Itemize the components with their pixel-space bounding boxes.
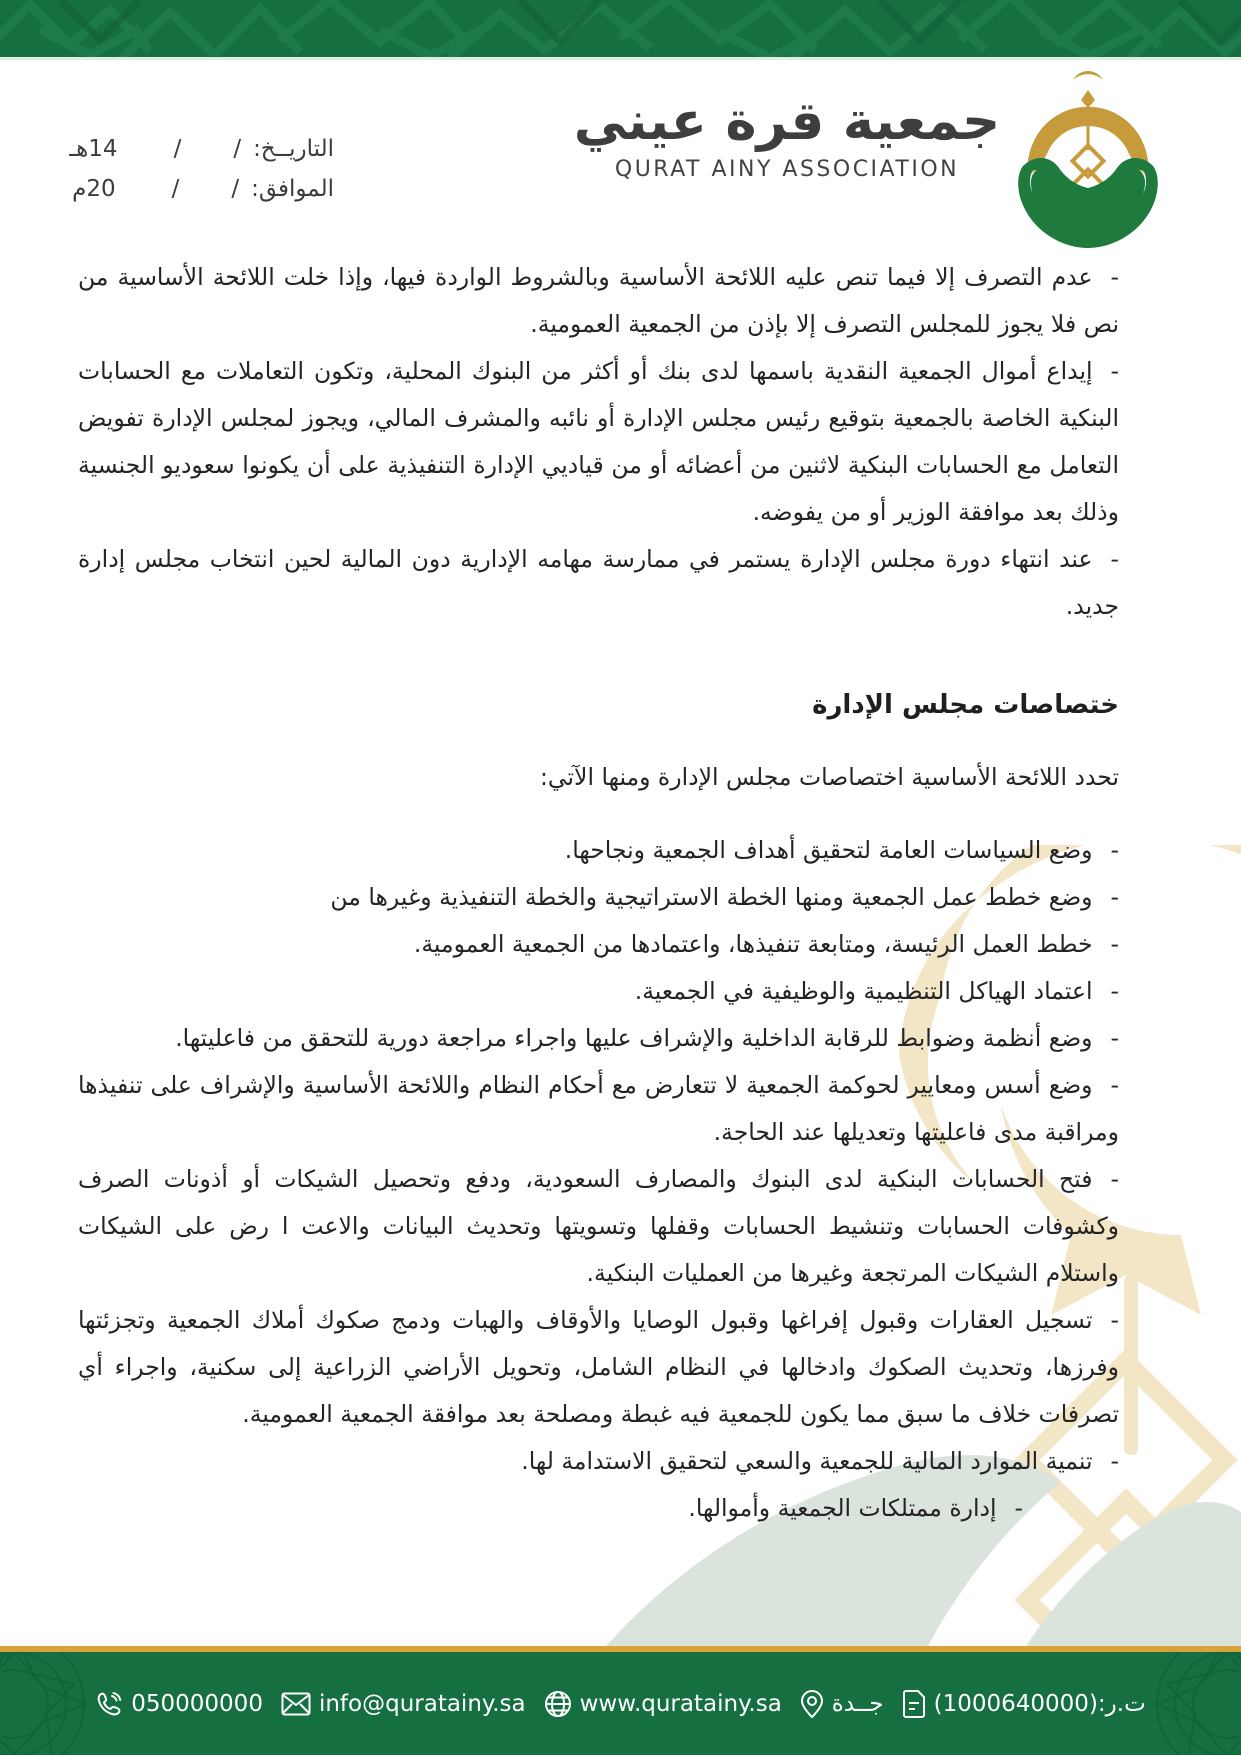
document-icon: [902, 1689, 926, 1719]
bullet-dash: -: [1110, 1165, 1119, 1193]
phone-icon: [95, 1690, 123, 1718]
responsibilities-list: [78, 827, 1119, 1532]
list-item: [78, 1297, 1119, 1438]
org-name-arabic: جمعية قرة عيني: [573, 91, 1001, 152]
bullet-dash: -: [1110, 545, 1119, 573]
list-item-text: وضع خطط عمل الجمعية ومنها الخطة الاستراتيجية والخطة التنفيذية وغيرها من: [330, 883, 1093, 911]
list-item-text: وضع أنظمة وضوابط للرقابة الداخلية والإشراف عليها واجراء مراجعة دورية للتحقق من فاعليتها.: [175, 1024, 1093, 1052]
list-item: [78, 921, 1119, 968]
footer-website[interactable]: [544, 1690, 782, 1718]
list-item: [78, 1015, 1119, 1062]
org-name-block: [571, 92, 1003, 182]
bullet-dash: -: [1110, 1447, 1119, 1475]
bullet-dash: -: [1110, 930, 1119, 958]
date-slash: /: [171, 176, 180, 202]
list-item-text: عدم التصرف إلا فيما تنص عليه اللائحة الأساسية وبالشروط الواردة فيها، وإذا خلت اللائحة الأساسية من نص فلا يجوز للمجلس التصرف إلا بإذن من الجمعية العمومية.: [78, 263, 1119, 338]
hijri-date-label: التاريــخ:: [253, 136, 334, 162]
envelope-icon: [281, 1692, 311, 1716]
list-item-text: تنمية الموارد المالية للجمعية والسعي لتحقيق الاستدامة لها.: [521, 1447, 1093, 1475]
footer-phone-number[interactable]: 050000000: [131, 1690, 263, 1717]
list-item: [78, 1156, 1119, 1297]
list-item-text: إدارة ممتلكات الجمعية وأموالها.: [688, 1494, 997, 1522]
bullet-dash: -: [1110, 883, 1119, 911]
bullet-dash: -: [1110, 1024, 1119, 1052]
location-pin-icon: [800, 1689, 824, 1719]
footer-registration: [902, 1689, 1146, 1719]
list-item-text: خطط العمل الرئيسة، ومتابعة تنفيذها، واعتمادها من الجمعية العمومية.: [413, 930, 1093, 958]
date-slash: /: [173, 136, 182, 162]
list-item: [78, 1485, 1119, 1532]
list-item: [78, 254, 1119, 348]
bullet-dash: -: [1110, 836, 1119, 864]
footer-band: [0, 1652, 1241, 1755]
bullet-dash: -: [1110, 977, 1119, 1005]
list-item-text: وضع أسس ومعايير لحوكمة الجمعية لا تتعارض مع أحكام النظام واللائحة الأساسية والإشراف على تنفيذها ومراقبة مدى فاعليتها وتعديلها عند الحاجة.: [78, 1071, 1119, 1146]
list-item: [78, 827, 1119, 874]
list-item-text: تسجيل العقارات وقبول إفراغها وقبول الوصايا والأوقاف والهبات ودمج صكوك أملاك الجمعية وتجزئتها وفرزها، وتحديث الصكوك وادخالها في النظام الشامل، وتحويل الأراضي الزراعية إلى سكنية، واجراء أي تصرفات خلاف ما سبق مما يكون للجمعية فيه غبطة ومصلحة بعد موافقة الجمعية العمومية.: [78, 1306, 1119, 1428]
list-item: [78, 874, 1119, 921]
list-item-text: وضع السياسات العامة لتحقيق أهداف الجمعية ونجاحها.: [564, 836, 1093, 864]
list-item-text: فتح الحسابات البنكية لدى البنوك والمصارف السعودية، ودفع وتحصيل الشيكات أو أذونات الصرف وكشوفات الحسابات وتنشيط الحسابات وقفلها وتسويتها وتحديث البيانات والاعت ا رض على الشيكات واستلام الشيكات المرتجعة وغيرها من العمليات البنكية.: [78, 1165, 1119, 1287]
bullet-dash: -: [1110, 1071, 1119, 1099]
bullet-dash: -: [1110, 263, 1119, 291]
list-item: [78, 536, 1119, 630]
list-item: [78, 1062, 1119, 1156]
footer-phone[interactable]: [95, 1690, 263, 1718]
date-slash: /: [231, 176, 240, 202]
footer-city-name: جــدة: [831, 1690, 884, 1717]
list-item-text: عند انتهاء دورة مجلس الإدارة يستمر في ممارسة مهامه الإدارية دون المالية لحين انتخاب مجلس إدارة جديد.: [78, 545, 1119, 620]
dome-crescent-hands-icon: [1011, 70, 1165, 248]
hijri-year-prefix: 14هـ: [69, 136, 118, 162]
org-name-english: QURAT AINY ASSOCIATION: [614, 156, 960, 182]
list-item: [78, 968, 1119, 1015]
date-slash: /: [233, 136, 242, 162]
list-item-text: إيداع أموال الجمعية النقدية باسمها لدى بنك أو أكثر من البنوك المحلية، وتكون التعاملات مع الحسابات البنكية الخاصة بالجمعية بتوقيع رئيس مجلس الإدارة أو نائبه والمشرف المالي، ويجوز لمجلس الإدارة تفويض التعامل مع الحسابات البنكية لاثنين من أعضائه أو من قياديي الإدارة التنفيذية على أن يكونوا سعوديو الجنسية وذلك بعد موافقة الوزير أو من يفوضه.: [78, 357, 1119, 526]
list-item: [78, 1438, 1119, 1485]
bullet-dash: -: [1014, 1494, 1023, 1522]
document-body: [78, 254, 1119, 1532]
date-block: [34, 136, 334, 216]
list-item-text: اعتماد الهياكل التنظيمية والوظيفية في الجمعية.: [634, 977, 1093, 1005]
footer-city: [800, 1689, 884, 1719]
globe-icon: [544, 1690, 572, 1718]
header-band-pattern: [0, 0, 1241, 57]
list-item: [78, 348, 1119, 536]
section-heading: ختصاصات مجلس الإدارة: [812, 690, 1119, 720]
footer-registration-number: ت.ر:(1000640000): [933, 1690, 1146, 1717]
footer-email-address[interactable]: info@quratainy.sa: [318, 1690, 526, 1717]
gregorian-year-prefix: 20م: [72, 176, 116, 202]
footer-website-url[interactable]: www.quratainy.sa: [579, 1690, 782, 1717]
header-band: [0, 0, 1241, 57]
bullet-dash: -: [1110, 1306, 1119, 1334]
header-band-divider: [0, 57, 1241, 60]
bullet-dash: -: [1110, 357, 1119, 385]
hijri-date-row: [34, 136, 334, 176]
section-intro: تحدد اللائحة الأساسية اختصاصات مجلس الإدارة ومنها الآتي:: [540, 763, 1119, 791]
gregorian-date-row: [34, 176, 334, 216]
footer-email[interactable]: [281, 1691, 526, 1717]
gregorian-date-label: الموافق:: [251, 176, 334, 202]
